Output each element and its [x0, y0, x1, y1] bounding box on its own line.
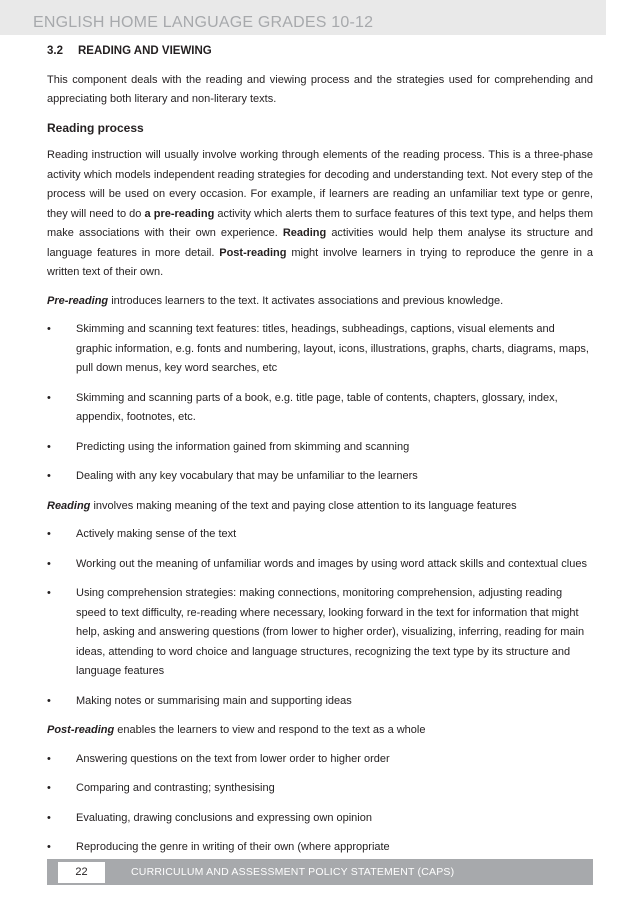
- pre-reading-text: introduces learners to the text. It activates associations and previous knowledge.: [108, 294, 504, 307]
- list-item: [47, 555, 593, 575]
- pre-reading-list: [47, 320, 593, 487]
- list-item-text: Answering questions on the text from lower order to higher order: [76, 752, 390, 765]
- post-reading-list: [47, 750, 593, 858]
- pre-reading-intro: [47, 292, 593, 312]
- list-item: [47, 320, 593, 379]
- rp-bold-post-reading: Post-reading: [219, 246, 287, 259]
- list-item-text: Working out the meaning of unfamiliar words and images by using word attack skills and contextual clues: [76, 557, 587, 570]
- bullet-icon: •: [47, 752, 51, 765]
- list-item: [47, 779, 593, 799]
- rp-text-3: activities would help them analyse its structure and language features in more detail.: [47, 227, 594, 259]
- list-item-text: Comparing and contrasting; synthesising: [76, 782, 275, 794]
- bullet-icon: •: [47, 694, 51, 707]
- rp-bold-reading: Reading: [282, 227, 327, 239]
- bullet-icon: •: [47, 841, 51, 853]
- section-number: 3.2: [47, 45, 63, 57]
- bullet-icon: •: [47, 528, 51, 540]
- footer-title: CURRICULUM AND ASSESSMENT POLICY STATEMENT (CAPS): [131, 866, 455, 878]
- rp-text-2: activity which alerts them to surface features of this text type, and helps them make associations with their own experience.: [47, 207, 593, 239]
- rp-text-1: Reading instruction will usually involve working through elements of the reading process. This is a three-phase activity which models independent reading strategies for decoding and understanding text. Not every step of the process will be used on every occasion. For example, if learners are reading an unfamiliar text type or genre, they will need to do: [47, 149, 593, 220]
- reading-process-heading: Reading process: [47, 120, 144, 135]
- bullet-icon: •: [47, 440, 51, 453]
- intro-paragraph: This component deals with the reading and viewing process and the strategies used for comprehending and appreciating both literary and non-literary texts.: [47, 73, 593, 105]
- reading-intro: [47, 497, 593, 517]
- rp-bold-pre-reading: a pre-reading: [144, 207, 215, 220]
- bullet-icon: •: [47, 391, 51, 404]
- main-content: [47, 40, 593, 868]
- list-item-text: Actively making sense of the text: [76, 528, 237, 540]
- reading-term: Reading: [47, 499, 91, 512]
- list-item-text: Predicting using the information gained from skimming and scanning: [76, 440, 410, 453]
- list-item: [47, 750, 593, 770]
- reading-process-paragraph: [47, 146, 593, 283]
- post-reading-text: enables the learners to view and respond to the text as a whole: [114, 724, 426, 736]
- list-item-text: Dealing with any key vocabulary that may be unfamiliar to the learners: [76, 470, 418, 482]
- list-item-text: Using comprehension strategies: making connections, monitoring comprehension, adjusting reading speed to text difficulty, re-reading where necessary, looking forward in the text for information that might help, asking and answering questions (from lower to higher order), visualizing, inferring, reading for main ideas, attending to word choice and language structures, recognizing the text type by its structure and language features: [76, 587, 585, 677]
- header-bar: [0, 0, 606, 35]
- list-item: [47, 389, 593, 428]
- rp-text-4: might involve learners in trying to reproduce the genre in a written text of their own.: [47, 246, 593, 278]
- bullet-icon: •: [47, 811, 51, 824]
- list-item-text: Evaluating, drawing conclusions and expressing own opinion: [76, 811, 372, 824]
- bullet-icon: •: [47, 782, 51, 794]
- list-item: [47, 438, 593, 458]
- list-item: [47, 525, 593, 545]
- reading-text: involves making meaning of the text and paying close attention to its language features: [90, 499, 517, 512]
- bullet-icon: •: [47, 470, 51, 482]
- list-item: [47, 692, 593, 712]
- list-item-text: Reproducing the genre in writing of their own (where appropriate: [76, 841, 390, 853]
- bullet-icon: •: [47, 323, 51, 335]
- reading-list: [47, 525, 593, 711]
- list-item-text: Skimming and scanning parts of a book, e.g. title page, table of contents, chapters, glossary, index, appendix, footnotes, etc.: [76, 391, 558, 423]
- list-item: [47, 838, 593, 858]
- bullet-icon: •: [47, 587, 51, 599]
- header-title: ENGLISH HOME LANGUAGE GRADES 10-12: [33, 14, 374, 31]
- post-reading-intro: [47, 721, 593, 741]
- post-reading-term: Post-reading: [47, 724, 115, 736]
- bullet-icon: •: [47, 557, 51, 570]
- section-title: READING AND VIEWING: [78, 45, 212, 57]
- pre-reading-term: Pre-reading: [47, 294, 109, 307]
- footer-bar: [47, 859, 593, 885]
- page-number: 22: [58, 862, 105, 883]
- list-item-text: Making notes or summarising main and supporting ideas: [76, 694, 352, 707]
- list-item: [47, 584, 593, 682]
- list-item: [47, 467, 593, 487]
- list-item-text: Skimming and scanning text features: titles, headings, subheadings, captions, visual elements and graphic information, e.g. fonts and numbering, layout, icons, illustrations, graphs, charts, diagrams, maps, pull down menus, key word searches, etc: [76, 323, 589, 374]
- section-heading: [47, 42, 593, 62]
- list-item: [47, 809, 593, 829]
